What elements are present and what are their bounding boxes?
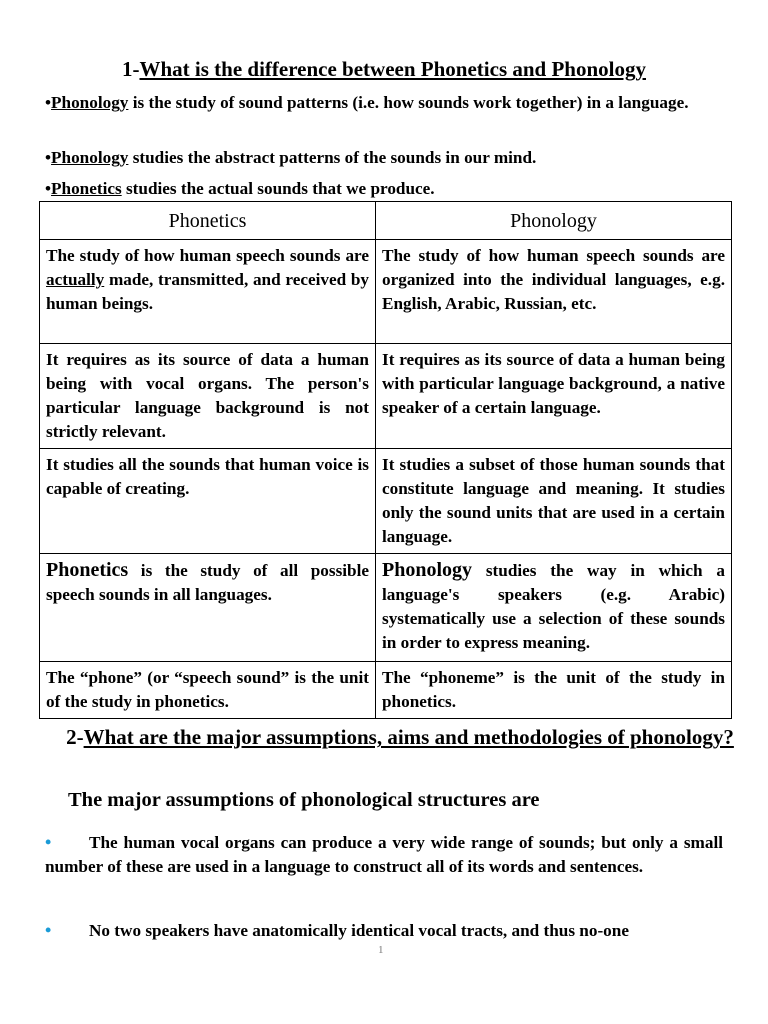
- table-row: [40, 554, 732, 662]
- table-header-row: [40, 202, 732, 240]
- question-1-heading: [0, 56, 768, 82]
- page-number: 1: [378, 944, 384, 956]
- assumption-text: No two speakers have anatomically identical vocal tracts, and thus no-one: [89, 921, 629, 940]
- intro-text: studies the actual sounds that we produce.: [121, 179, 435, 198]
- assumption-text: The human vocal organs can produce a very wide range of sounds; but only a small number of these are used in a language to construct all of its words and sentences.: [45, 833, 723, 876]
- intro-item-2: [45, 146, 723, 169]
- table-cell: It studies a subset of those human sounds that constitute language and meaning. It studies only the sound units that are used in a certain language.: [376, 449, 732, 554]
- bullet-icon: •: [45, 920, 52, 940]
- question-2-number: 2-: [66, 725, 84, 749]
- section-subheading: The major assumptions of phonological structures are: [68, 789, 540, 811]
- table-row: [40, 240, 732, 344]
- term: Phonology: [51, 93, 129, 112]
- table-cell: The study of how human speech sounds are organized into the individual languages, e.g. English, Arabic, Russian, etc.: [376, 240, 732, 344]
- table-cell: The study of how human speech sounds are actually made, transmitted, and received by human beings.: [40, 240, 376, 344]
- term: Phonology: [51, 148, 129, 167]
- intro-text: is the study of sound patterns (i.e. how sounds work together) in a language.: [128, 93, 689, 112]
- bullet: •: [45, 148, 52, 167]
- bullet: •: [45, 93, 52, 112]
- intro-item-3: [45, 177, 723, 200]
- table-row: [40, 662, 732, 719]
- table-cell: The “phone” (or “speech sound” is the unit of the study in phonetics.: [40, 662, 376, 719]
- question-1-title: What is the difference between Phonetics and Phonology: [139, 57, 646, 81]
- table-row: [40, 449, 732, 554]
- bullet: •: [45, 179, 52, 198]
- intro-item-1: [45, 91, 723, 114]
- question-2-title: What are the major assumptions, aims and methodologies of phonology?: [83, 725, 734, 749]
- table-cell: Phonology studies the way in which a language's speakers (e.g. Arabic) systematically use a selection of these sounds in order to express meaning.: [376, 554, 732, 662]
- intro-text: studies the abstract patterns of the sounds in our mind.: [128, 148, 537, 167]
- table-cell: It studies all the sounds that human voice is capable of creating.: [40, 449, 376, 554]
- question-1-number: 1-: [121, 57, 140, 81]
- table-cell: It requires as its source of data a human being with vocal organs. The person's particular language background is not strictly relevant.: [40, 344, 376, 449]
- header-phonology: Phonology: [376, 202, 732, 240]
- term: Phonetics: [51, 179, 122, 198]
- header-phonetics: Phonetics: [40, 202, 376, 240]
- assumption-item-1: [45, 830, 723, 879]
- assumption-item-2: [45, 918, 723, 943]
- comparison-table: [39, 201, 732, 719]
- table-cell: The “phoneme” is the unit of the study in phonetics.: [376, 662, 732, 719]
- table-cell: It requires as its source of data a human being with particular language background, a native speaker of a certain language.: [376, 344, 732, 449]
- table-row: [40, 344, 732, 449]
- table-cell: Phonetics is the study of all possible speech sounds in all languages.: [40, 554, 376, 662]
- question-2-heading: [60, 722, 740, 752]
- bullet-icon: •: [45, 832, 52, 852]
